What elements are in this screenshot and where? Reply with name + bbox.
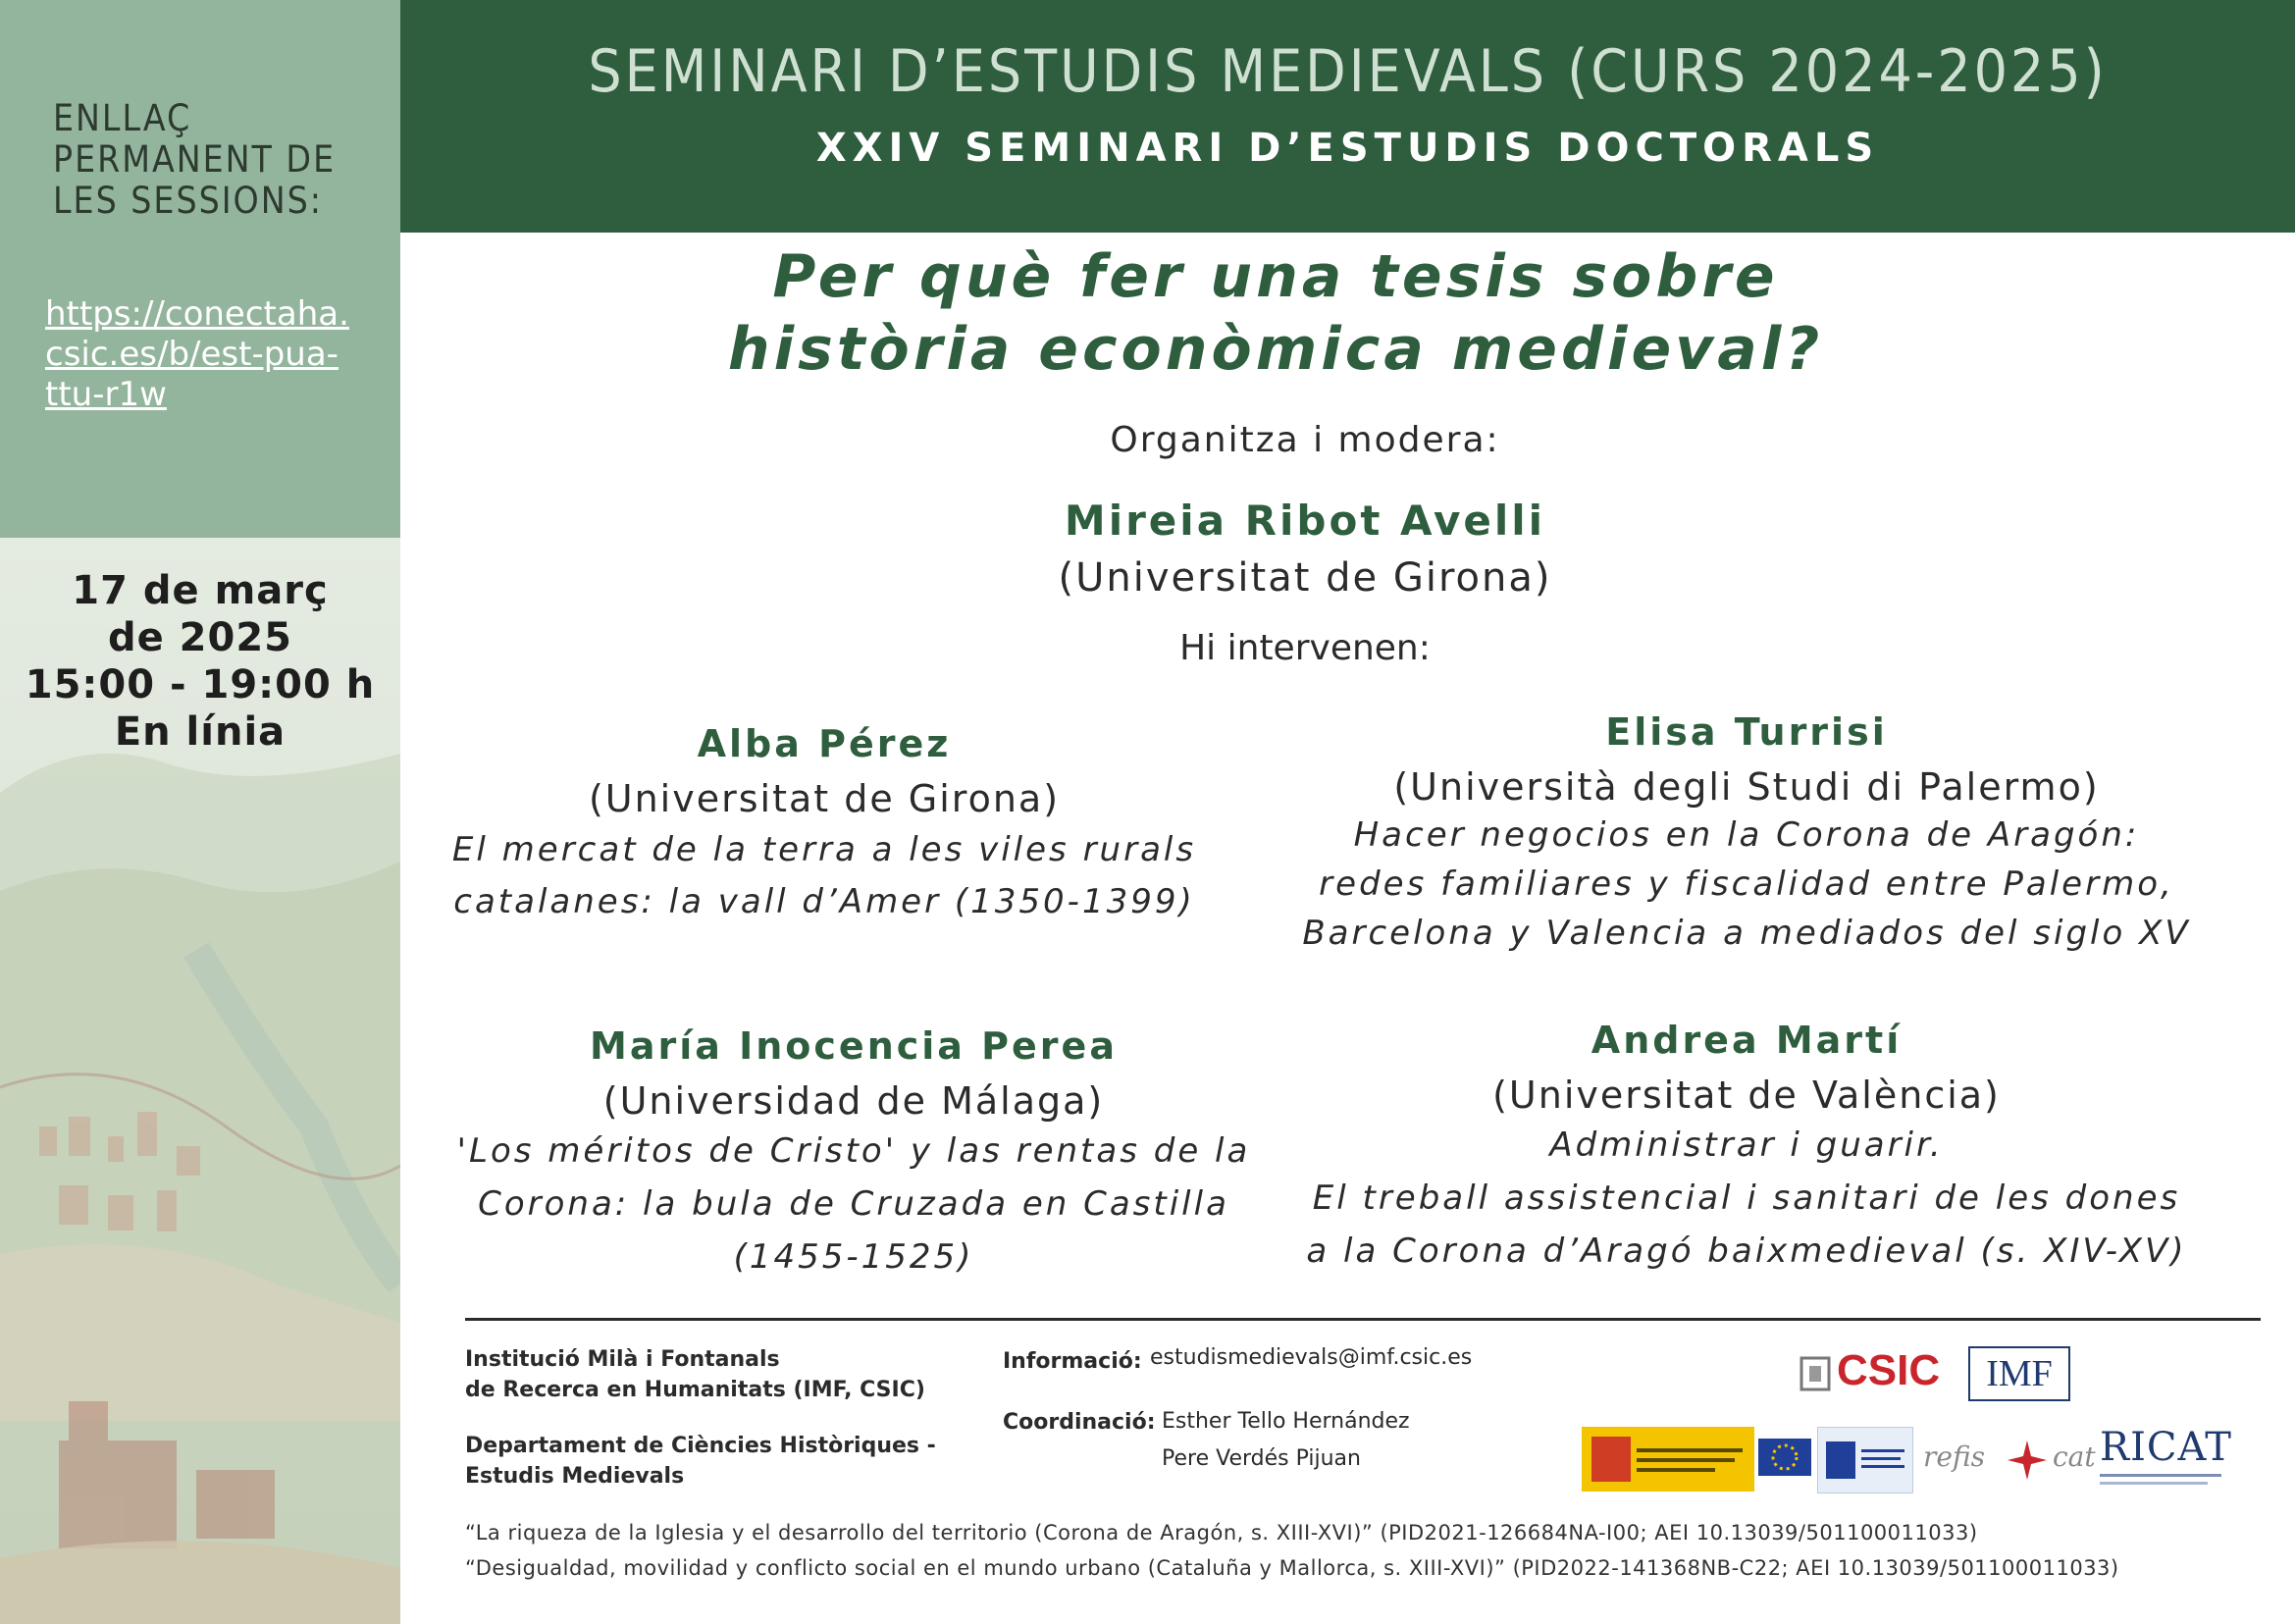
speaker-topic-line: a la Corona d’Aragó baixmedieval (s. XIV-XV)	[1306, 1231, 2187, 1271]
moderator-affiliation: (Universitat de Girona)	[1058, 555, 1552, 601]
institution-block	[465, 1344, 975, 1405]
speaker-name: Andrea Martí	[1591, 1019, 1903, 1062]
refiscat-logo-text: refis	[1923, 1441, 1985, 1473]
session-link[interactable]	[45, 294, 379, 415]
session-title-line: Per què fer una tesis sobre	[772, 242, 1779, 311]
imf-logo-text: IMF	[1986, 1353, 2053, 1394]
speaker-affiliation: (Universitat de Girona)	[588, 777, 1061, 820]
speaker-topic-line: Administrar i guarir.	[1549, 1126, 1944, 1165]
coordinator-name: Pere Verdés Pijuan	[1162, 1446, 1361, 1471]
refiscat-logo	[1923, 1435, 2096, 1488]
speaker-topic-line: catalanes: la vall d’Amer (1350-1399)	[453, 882, 1195, 921]
organizer-label: Organitza i modera:	[1110, 420, 1500, 460]
session-link-line[interactable]: ttu-r1w	[45, 375, 167, 414]
event-time: 15:00 - 19:00 h	[25, 662, 376, 707]
speaker-card	[1285, 710, 2208, 958]
speaker-name: María Inocencia Perea	[590, 1024, 1118, 1068]
speaker-name: Alba Pérez	[697, 722, 952, 765]
speaker-topic-line: Hacer negocios en la Corona de Aragón:	[1353, 815, 2140, 855]
session-title-line: història econòmica medieval?	[727, 315, 1824, 384]
speaker-affiliation: (Universidad de Málaga)	[602, 1079, 1105, 1123]
speaker-affiliation: (Università degli Studi di Palermo)	[1393, 765, 2100, 809]
speakers-label: Hi intervenen:	[1179, 628, 1431, 668]
session-title	[608, 240, 1943, 386]
speaker-topic-line: 'Los méritos de Cristo' y las rentas de la	[456, 1131, 1251, 1171]
department-line: Estudis Medievals	[465, 1464, 685, 1489]
speaker-topic-line: Barcelona y Valencia a mediados del siglo XV	[1302, 914, 2191, 953]
refiscat-cross-icon	[2006, 1439, 2049, 1482]
speaker-topic	[422, 1125, 1285, 1283]
speaker-topic	[1285, 1119, 2208, 1278]
event-date-block	[0, 567, 400, 756]
eu-logo	[1756, 1427, 1813, 1492]
sidebar-panel	[0, 0, 400, 538]
speaker-name: Elisa Turrisi	[1605, 710, 1888, 754]
seminar-title: SEMINARI D’ESTUDIS MEDIEVALS (CURS 2024-2025)	[588, 37, 2108, 106]
seminar-subtitle: XXIV SEMINARI D’ESTUDIS DOCTORALS	[815, 126, 1880, 171]
speaker-topic-line: Corona: la bula de Cruzada en Castilla	[478, 1184, 1229, 1224]
eu-flag-icon	[1756, 1427, 1813, 1492]
speaker-topic-line: redes familiares y fiscalidad entre Palermo,	[1319, 864, 2174, 904]
department-block	[465, 1431, 975, 1492]
institution-line: de Recerca en Humanitats (IMF, CSIC)	[465, 1378, 925, 1402]
info-email-link[interactable]: estudismedievals@imf.csic.es	[1150, 1345, 1473, 1370]
refiscat-logo-text: cat	[2053, 1441, 2096, 1473]
funding-projects	[465, 1515, 2290, 1586]
project-line: “La riqueza de la Iglesia y el desarrollo del territorio (Corona de Aragón, s. XIII-XVI)” (PID2021-126684NA-I00; AEI 10.13039/501100011033)	[465, 1521, 1978, 1545]
permanent-link-label-line: LES SESSIONS:	[53, 180, 323, 222]
speaker-card	[1285, 1019, 2208, 1278]
speaker-topic-line: El mercat de la terra a les viles rurals	[451, 830, 1197, 869]
speaker-topic	[1285, 811, 2208, 958]
coordinators-list	[1162, 1403, 1410, 1478]
speaker-topic-line: El treball assistencial i sanitari de les dones	[1312, 1179, 2181, 1218]
csic-logo-text: CSIC	[1837, 1346, 1941, 1394]
ricat-logo	[2100, 1425, 2232, 1493]
speaker-affiliation: (Universitat de València)	[1492, 1074, 2001, 1117]
imf-logo	[1968, 1346, 2070, 1401]
department-line: Departament de Ciències Històriques -	[465, 1434, 936, 1458]
permanent-link-label-line: PERMANENT DE	[53, 138, 337, 181]
spain-coat-of-arms-icon	[1582, 1427, 1754, 1492]
event-date: 17 de març	[72, 568, 329, 613]
aei-logo	[1817, 1427, 1913, 1493]
footer-divider	[465, 1318, 2261, 1321]
institution-line: Institució Milà i Fontanals	[465, 1347, 780, 1372]
session-link-line[interactable]: csic.es/b/est-pua-	[45, 335, 339, 374]
project-line: “Desigualdad, movilidad y conflicto social en el mundo urbano (Cataluña y Mallorca, s. XIII-XVI)” (PID2022-141368NB-C22; AEI 10.13039/501100011033)	[465, 1556, 2119, 1580]
info-label: Informació:	[1003, 1349, 1142, 1374]
coordination-label: Coordinació:	[1003, 1410, 1156, 1435]
aei-emblem-icon	[1818, 1428, 1912, 1493]
event-year: de 2025	[107, 615, 292, 660]
permanent-link-label-line: ENLLAÇ	[53, 97, 192, 139]
moderator-name: Mireia Ribot Avelli	[1064, 497, 1546, 545]
speaker-card	[422, 1024, 1285, 1283]
event-mode: En línia	[114, 709, 287, 755]
speaker-topic-line: (1455-1525)	[733, 1237, 974, 1277]
header-banner	[400, 0, 2295, 233]
csic-emblem-icon	[1798, 1354, 1833, 1393]
speaker-topic	[422, 824, 1226, 928]
coordinator-name: Esther Tello Hernández	[1162, 1409, 1410, 1434]
csic-logo	[1798, 1346, 1945, 1395]
ricat-logo-text: RICAT	[2100, 1425, 2232, 1470]
speaker-card	[422, 722, 1226, 928]
session-link-line[interactable]: https://conectaha.	[45, 294, 349, 334]
permanent-link-label	[53, 98, 377, 222]
ministerio-logo	[1582, 1427, 1754, 1492]
